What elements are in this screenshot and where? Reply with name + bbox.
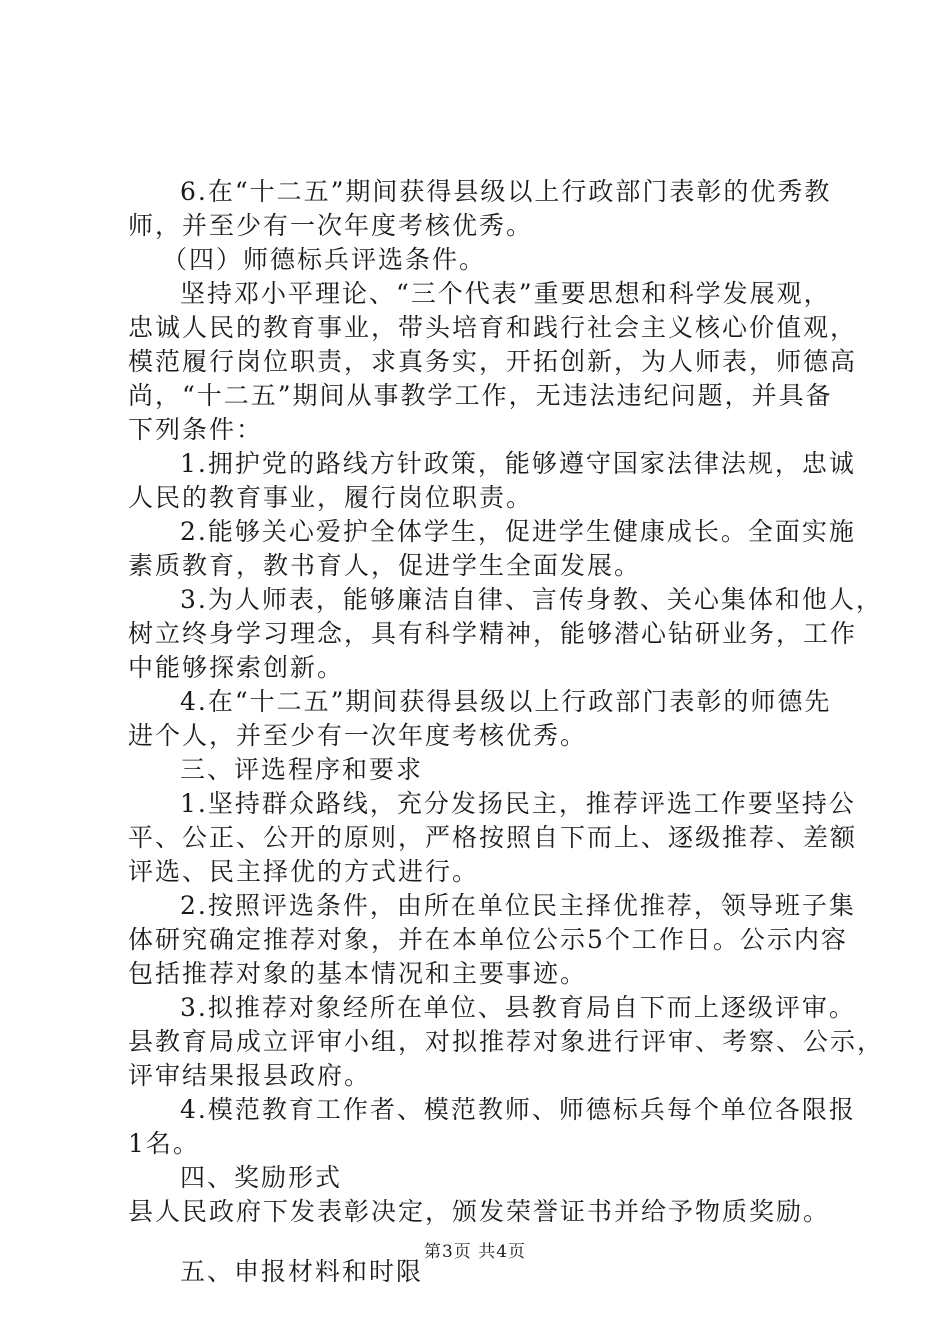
- text-line: 进个人，并至少有一次年度考核优秀。: [128, 721, 588, 750]
- page-footer: 第3页 共4页: [423, 1242, 527, 1262]
- text-line: 4.模范教育工作者、模范教师、师德标兵每个单位各限报: [180, 1095, 856, 1124]
- text-line: 人民的教育事业，履行岗位职责。: [128, 483, 534, 512]
- text-line: 3.拟推荐对象经所在单位、县教育局自下而上逐级评审。: [180, 993, 856, 1022]
- text-line: 1.拥护党的路线方针政策，能够遵守国家法律法规，忠诚: [180, 449, 856, 478]
- text-line: 平、公正、公开的原则，严格按照自下而上、逐级推荐、差额: [128, 823, 858, 852]
- text-line: 树立终身学习理念，具有科学精神，能够潜心钻研业务，工作: [128, 619, 858, 648]
- text-line: （四）师德标兵评选条件。: [162, 245, 487, 274]
- text-line: 4.在“十二五”期间获得县级以上行政部门表彰的师德先: [180, 687, 832, 716]
- text-line: 县人民政府下发表彰决定，颁发荣誉证书并给予物质奖励。: [128, 1197, 831, 1226]
- text-line: 尚，“十二五”期间从事教学工作，无违法违纪问题，并具备: [128, 381, 833, 410]
- text-line: 忠诚人民的教育事业，带头培育和践行社会主义核心价值观，: [128, 313, 858, 342]
- text-line: 包括推荐对象的基本情况和主要事迹。: [128, 959, 588, 988]
- text-line: 素质教育，教书育人，促进学生全面发展。: [128, 551, 642, 580]
- text-line: 评审结果报县政府。: [128, 1061, 372, 1090]
- text-line: 县教育局成立评审小组，对拟推荐对象进行评审、考察、公示，: [128, 1027, 885, 1056]
- section-heading: 三、评选程序和要求: [180, 755, 424, 784]
- text-line: 师，并至少有一次年度考核优秀。: [128, 211, 534, 240]
- text-line: 坚持邓小平理论、“三个代表”重要思想和科学发展观，: [180, 279, 831, 308]
- text-line: 1名。: [128, 1129, 200, 1158]
- text-line: 模范履行岗位职责，求真务实，开拓创新，为人师表，师德高: [128, 347, 858, 376]
- text-line: 6.在“十二五”期间获得县级以上行政部门表彰的优秀教: [180, 177, 832, 206]
- text-line: 评选、民主择优的方式进行。: [128, 857, 480, 886]
- text-line: 2.能够关心爱护全体学生，促进学生健康成长。全面实施: [180, 517, 856, 546]
- section-heading: 五、申报材料和时限: [180, 1257, 424, 1286]
- text-line: 体研究确定推荐对象，并在本单位公示5个工作日。公示内容: [128, 925, 848, 954]
- text-line: 2.按照评选条件，由所在单位民主择优推荐，领导班子集: [180, 891, 856, 920]
- text-line: 1.坚持群众路线，充分发扬民主，推荐评选工作要坚持公: [180, 789, 856, 818]
- text-line: 下列条件：: [128, 415, 264, 444]
- text-line: 3.为人师表，能够廉洁自律、言传身教、关心集体和他人，: [180, 585, 883, 614]
- section-heading: 四、奖励形式: [180, 1163, 343, 1192]
- text-line: 中能够探索创新。: [128, 653, 345, 682]
